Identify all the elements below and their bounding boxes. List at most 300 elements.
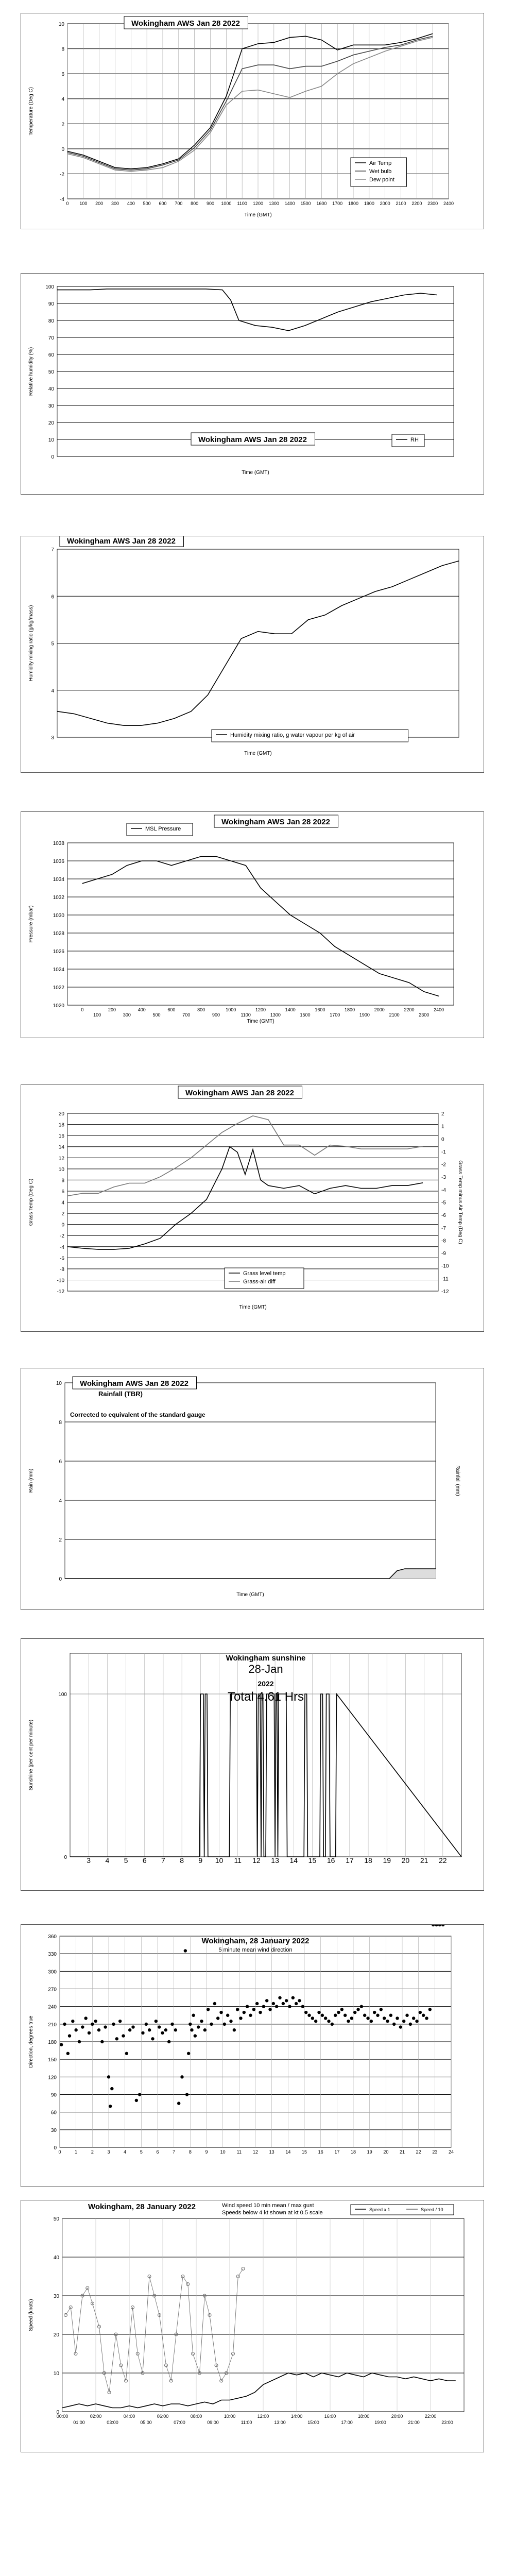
x-tick-label: 2000 — [374, 1007, 385, 1012]
y-tick-label: 30 — [50, 2127, 57, 2133]
data-point — [81, 2025, 84, 2028]
y-axis-label: Grass Temp (Deg C) — [28, 1178, 34, 1226]
x-tick-label: 16 — [318, 2149, 323, 2155]
chart-title: Wokingham, 28 January 2022 — [88, 2202, 196, 2211]
x-tick-label: 22:00 — [424, 2414, 437, 2419]
data-point — [112, 2023, 115, 2026]
y-tick-label: 40 — [53, 2255, 59, 2261]
x-tick-label: 4 — [105, 1856, 110, 1865]
x-tick-label: 12 — [252, 2149, 259, 2155]
data-point — [409, 2023, 412, 2026]
y-tick-label: 10 — [58, 1166, 64, 1173]
x-tick-label: 1600 — [315, 1007, 325, 1012]
data-point — [192, 2014, 195, 2017]
x-tick-label: 10 — [215, 1856, 224, 1865]
data-point — [187, 2052, 190, 2055]
x-tick-label: 13 — [271, 1856, 279, 1865]
data-point — [255, 2002, 259, 2005]
x-tick-label: 2200 — [404, 1007, 415, 1012]
chart-title: Wokingham AWS Jan 28 2022 — [131, 19, 240, 28]
data-point — [145, 2023, 148, 2026]
legend-box — [392, 434, 424, 447]
data-point — [265, 1999, 268, 2002]
data-point — [210, 2023, 213, 2026]
x-tick-label: 600 — [159, 201, 167, 206]
y-tick-label: 120 — [48, 2075, 57, 2081]
data-point — [383, 2016, 386, 2020]
x-tick-label: 1000 — [226, 1007, 236, 1012]
y-axis-label: Sunshine (per cent per minute) — [28, 1719, 34, 1791]
data-point — [118, 2020, 122, 2023]
x-tick-label: 1500 — [300, 1012, 311, 1018]
x-tick-label: 04:00 — [123, 2414, 135, 2419]
wind-speed-chart — [21, 2200, 484, 2452]
x-tick-label: 1900 — [364, 201, 374, 206]
x-tick-label: 13 — [269, 2149, 274, 2155]
y-tick-label: 1024 — [53, 967, 64, 973]
y-tick-label: 180 — [48, 2040, 57, 2045]
chart-note: Corrected to equivalent of the standard gauge — [70, 1411, 205, 1418]
data-point — [164, 2028, 167, 2031]
data-point — [158, 2025, 161, 2028]
y-tick-label: 40 — [48, 386, 54, 392]
x-tick-label: 1200 — [252, 201, 264, 206]
data-point — [107, 2075, 110, 2078]
chart-title: Wokingham AWS Jan 28 2022 — [67, 537, 176, 546]
y-tick-label: 30 — [48, 403, 54, 409]
chart-title: Wokingham, 28 January 2022 — [201, 1937, 310, 1945]
x-tick-label: 11 — [236, 2149, 242, 2155]
y-tick-label: 14 — [58, 1144, 64, 1150]
data-point — [219, 2011, 222, 2014]
data-point — [207, 2008, 210, 2011]
y2-tick-label: -10 — [441, 1263, 449, 1269]
y-tick-label: 1022 — [53, 985, 64, 991]
y2-tick-label: -6 — [441, 1213, 446, 1219]
mixing-ratio-chart — [21, 536, 484, 772]
data-point — [233, 2028, 236, 2031]
x-axis-label: Time (GMT) — [236, 1592, 264, 1598]
x-tick-label: 4 — [124, 2149, 127, 2155]
data-point — [301, 2005, 304, 2008]
y-tick-label: 0 — [64, 1855, 67, 1860]
y-tick-label: 6 — [51, 594, 54, 600]
chart-total: Total 4.61 Hrs — [227, 1690, 304, 1704]
y-tick-label: 0 — [56, 2410, 59, 2415]
x-tick-label: 08:00 — [190, 2414, 202, 2419]
x-tick-label: 02:00 — [90, 2414, 102, 2419]
x-tick-label: 2300 — [427, 201, 438, 206]
data-point — [376, 2014, 379, 2017]
data-point — [360, 2005, 363, 2008]
y-tick-label: 70 — [48, 335, 54, 341]
y-tick-label: 6 — [59, 1459, 62, 1465]
data-point — [109, 2105, 112, 2108]
x-tick-label: 20 — [401, 1856, 410, 1865]
y-tick-label: 4 — [59, 1498, 62, 1504]
x-tick-label: 8 — [180, 1856, 184, 1865]
data-point — [100, 2040, 104, 2043]
y-tick-label: 60 — [48, 352, 54, 358]
data-point — [415, 2020, 418, 2023]
plot-area — [67, 843, 454, 1005]
data-point — [399, 2025, 402, 2028]
x-tick-label: 21 — [420, 1856, 428, 1865]
data-point — [246, 2005, 249, 2008]
data-point — [141, 2031, 144, 2035]
y-tick-label: 100 — [45, 284, 54, 290]
data-point — [370, 2020, 373, 2023]
x-tick-label: 20:00 — [391, 2414, 403, 2419]
x-axis-label: Time (GMT) — [244, 751, 272, 756]
y-tick-label: 2 — [59, 1537, 62, 1543]
x-tick-label: 500 — [143, 201, 151, 206]
x-tick-label: 400 — [127, 201, 135, 206]
y-tick-label: 20 — [58, 1111, 64, 1117]
x-tick-label: 18 — [364, 1856, 372, 1865]
x-tick-label: 19:00 — [374, 2420, 386, 2425]
x-tick-label: 17 — [346, 1856, 354, 1865]
data-point — [334, 2014, 337, 2017]
y-tick-label: 1032 — [53, 895, 64, 901]
y-tick-label: 1028 — [53, 931, 64, 937]
y-tick-label: 8 — [61, 1178, 64, 1184]
x-tick-label: 1 — [75, 2149, 78, 2155]
x-tick-label: 2400 — [434, 1007, 444, 1012]
y-tick-label: 8 — [59, 1420, 62, 1426]
data-point — [282, 2002, 285, 2005]
data-point — [311, 2016, 314, 2020]
x-tick-label: 9 — [198, 1856, 203, 1865]
x-tick-label: 300 — [111, 201, 119, 206]
data-point — [307, 2014, 311, 2017]
data-point — [405, 2014, 408, 2017]
y-tick-label: 6 — [61, 72, 64, 78]
data-point — [438, 1925, 441, 1926]
x-tick-label: 15:00 — [307, 2420, 319, 2425]
x-tick-label: 2000 — [380, 201, 390, 206]
x-tick-label: 21 — [399, 2149, 405, 2155]
y-tick-label: 0 — [59, 1577, 62, 1582]
data-point — [197, 2025, 200, 2028]
y-tick-label: 18 — [58, 1122, 64, 1128]
data-point — [373, 2011, 376, 2014]
y-axis-label: Temperature (Deg C) — [28, 87, 34, 135]
y2-tick-label: -4 — [441, 1187, 446, 1193]
data-point — [63, 2023, 66, 2026]
data-point — [272, 2002, 275, 2005]
chart-title: Wokingham AWS Jan 28 2022 — [198, 435, 307, 444]
data-point — [104, 2025, 107, 2028]
y-axis-label: Pressure (mbar) — [28, 905, 34, 943]
x-tick-label: 14 — [285, 2149, 291, 2155]
y-tick-label: -8 — [60, 1266, 64, 1273]
x-tick-label: 5 — [124, 1856, 128, 1865]
x-tick-label: 5 — [140, 2149, 143, 2155]
data-point — [259, 2011, 262, 2014]
data-point — [60, 2043, 63, 2046]
y-tick-label: -4 — [60, 197, 64, 202]
pressure-chart — [21, 812, 484, 1038]
data-point — [84, 2016, 87, 2020]
y-axis-label: Rain (mm) — [28, 1468, 34, 1493]
data-point — [174, 2028, 177, 2031]
chart-note: Wind speed 10 min mean / max gust — [222, 2202, 314, 2209]
y-tick-label: 1034 — [53, 877, 64, 883]
temperature-chart-panel — [21, 13, 484, 229]
data-point — [236, 2008, 239, 2011]
y-tick-label: 50 — [53, 2216, 59, 2222]
data-point — [419, 2011, 422, 2014]
x-tick-label: 22 — [416, 2149, 421, 2155]
x-tick-label: 2200 — [411, 201, 422, 206]
data-point — [425, 2016, 428, 2020]
y2-tick-label: -11 — [441, 1276, 449, 1282]
x-tick-label: 10:00 — [224, 2414, 236, 2419]
x-tick-label: 7 — [173, 2149, 176, 2155]
data-point — [262, 2005, 265, 2008]
wind-direction-chart-panel — [21, 1924, 484, 2187]
x-tick-label: 0 — [81, 1007, 84, 1012]
y-tick-label: 1026 — [53, 949, 64, 955]
y-axis-label: Humidity mixing ratio (g/kg/mass) — [28, 605, 34, 682]
x-tick-label: 18:00 — [357, 2414, 370, 2419]
x-tick-label: 2100 — [396, 201, 406, 206]
y-tick-label: 0 — [61, 146, 64, 152]
x-tick-label: 05:00 — [140, 2420, 152, 2425]
data-point — [321, 2014, 324, 2017]
data-point — [115, 2037, 118, 2040]
data-point — [412, 2016, 415, 2020]
y-tick-label: 30 — [53, 2294, 59, 2299]
y-tick-label: -4 — [60, 1244, 64, 1250]
sunshine-chart — [21, 1639, 484, 1890]
y-tick-label: 1030 — [53, 913, 64, 919]
x-tick-label: 00:00 — [56, 2414, 68, 2419]
data-point — [428, 2008, 432, 2011]
data-point — [185, 2093, 188, 2096]
data-point — [161, 2031, 164, 2035]
y2-tick-label: -1 — [441, 1149, 446, 1155]
data-point — [314, 2020, 317, 2023]
y-tick-label: 2 — [61, 1211, 64, 1217]
data-point — [148, 2028, 151, 2031]
data-point — [380, 2008, 383, 2011]
x-tick-label: 0 — [66, 201, 69, 206]
y-tick-label: 10 — [56, 1381, 62, 1386]
data-point — [131, 2025, 134, 2028]
x-tick-label: 900 — [206, 201, 215, 206]
x-tick-label: 20 — [383, 2149, 389, 2155]
data-point — [88, 2031, 91, 2035]
data-point — [278, 1996, 281, 1999]
chart-title: Wokingham AWS Jan 28 2022 — [80, 1379, 188, 1388]
data-point — [363, 2014, 366, 2017]
x-tick-label: 15 — [301, 2149, 307, 2155]
y-tick-label: -6 — [60, 1256, 64, 1262]
x-tick-label: 16 — [327, 1856, 335, 1865]
y-tick-label: 4 — [61, 1200, 64, 1206]
x-tick-label: 1700 — [330, 1012, 340, 1018]
rainfall-chart-panel — [21, 1368, 484, 1610]
y-tick-label: 210 — [48, 2022, 57, 2028]
x-tick-label: 16:00 — [324, 2414, 336, 2419]
data-point — [226, 2014, 229, 2017]
data-point — [347, 2020, 350, 2023]
legend-label: Wet bulb — [369, 168, 392, 175]
x-tick-label: 1400 — [284, 201, 295, 206]
y-tick-label: 270 — [48, 1987, 57, 1993]
legend-label: Dew point — [369, 177, 394, 183]
y-tick-label: 5 — [51, 641, 54, 647]
y2-tick-label: 1 — [441, 1124, 444, 1130]
x-tick-label: 01:00 — [73, 2420, 85, 2425]
data-point — [167, 2040, 170, 2043]
data-point — [74, 2028, 77, 2031]
data-point — [68, 2034, 71, 2037]
chart-subtitle: 5 minute mean wind direction — [218, 1947, 293, 1953]
y-tick-label: 0 — [54, 2145, 57, 2151]
x-tick-label: 3 — [87, 1856, 91, 1865]
legend-label: Speed x 1 — [369, 2207, 390, 2212]
wind-speed-chart-panel — [21, 2200, 484, 2452]
data-point — [66, 2052, 70, 2055]
grass-temp-chart-panel — [21, 1084, 484, 1332]
x-tick-label: 14:00 — [290, 2414, 303, 2419]
legend-label: Grass-air diff — [243, 1279, 276, 1285]
data-point — [216, 2016, 219, 2020]
data-point — [435, 1925, 438, 1926]
x-tick-label: 900 — [212, 1012, 220, 1018]
y-tick-label: -12 — [57, 1289, 64, 1295]
x-tick-label: 200 — [108, 1007, 116, 1012]
data-point — [190, 2028, 193, 2031]
data-point — [180, 2075, 183, 2078]
legend-label: Grass level temp — [243, 1270, 286, 1277]
data-point — [389, 2014, 392, 2017]
x-tick-label: 600 — [167, 1007, 176, 1012]
data-point — [340, 2008, 344, 2011]
x-tick-label: 300 — [123, 1012, 131, 1018]
x-tick-label: 1700 — [332, 201, 343, 206]
data-point — [331, 2023, 334, 2026]
x-tick-label: 6 — [142, 1856, 147, 1865]
chart-subtitle: Rainfall (TBR) — [98, 1390, 143, 1398]
data-point — [298, 1999, 301, 2002]
x-tick-label: 11:00 — [241, 2420, 252, 2425]
data-point — [324, 2016, 327, 2020]
y-axis-label: Relative humidity (%) — [28, 347, 34, 396]
y-tick-label: 10 — [48, 437, 54, 443]
data-point — [97, 2028, 100, 2031]
data-point — [71, 2020, 74, 2023]
chart-note: Speeds below 4 kt shown at kt 0.5 scale — [222, 2210, 323, 2216]
data-point — [203, 2028, 207, 2031]
x-tick-label: 1900 — [359, 1012, 370, 1018]
chart-year: 2022 — [258, 1680, 274, 1688]
x-tick-label: 1600 — [316, 201, 327, 206]
data-point — [110, 2087, 113, 2090]
data-point — [295, 2002, 298, 2005]
humidity-chart — [21, 274, 484, 494]
data-point — [229, 2020, 232, 2023]
x-tick-label: 03:00 — [107, 2420, 118, 2425]
y-tick-label: 360 — [48, 1934, 57, 1940]
x-tick-label: 1000 — [221, 201, 232, 206]
data-point — [285, 1999, 288, 2002]
x-tick-label: 23:00 — [441, 2420, 453, 2425]
data-point — [184, 1949, 187, 1952]
x-tick-label: 12:00 — [257, 2414, 269, 2419]
x-tick-label: 18 — [350, 2149, 356, 2155]
x-tick-label: 1800 — [345, 1007, 355, 1012]
x-axis-label: Time (GMT) — [247, 1019, 274, 1024]
data-point — [239, 2016, 242, 2020]
x-tick-label: 8 — [188, 2149, 192, 2155]
x-tick-label: 13:00 — [274, 2420, 286, 2425]
data-point — [194, 2034, 197, 2037]
data-point — [91, 2023, 94, 2026]
data-point — [356, 2008, 359, 2011]
data-point — [151, 2037, 154, 2040]
data-point — [223, 2023, 226, 2026]
y2-axis-label: Rainfall (mm) — [455, 1465, 460, 1496]
data-point — [94, 2020, 97, 2023]
y-tick-label: 90 — [50, 2092, 57, 2098]
x-tick-label: 1100 — [237, 201, 247, 206]
y-tick-label: -2 — [60, 1233, 64, 1240]
y-tick-label: 3 — [51, 735, 54, 741]
y-tick-label: 4 — [61, 96, 64, 103]
y-tick-label: -2 — [60, 172, 64, 178]
y-tick-label: 16 — [58, 1133, 64, 1140]
y-tick-label: 150 — [48, 2057, 57, 2063]
y-axis-label: Direction, degrees true — [28, 2015, 34, 2068]
data-point — [243, 2011, 246, 2014]
data-point — [317, 2011, 320, 2014]
data-point — [200, 2020, 203, 2023]
mixing-ratio-chart-panel — [21, 536, 484, 773]
y-tick-label: 7 — [51, 547, 54, 553]
x-tick-label: 0 — [58, 2149, 61, 2155]
data-point — [350, 2016, 353, 2020]
x-tick-label: 9 — [205, 2149, 208, 2155]
data-point — [337, 2011, 340, 2014]
x-tick-label: 10 — [220, 2149, 226, 2155]
x-tick-label: 23 — [432, 2149, 438, 2155]
x-tick-label: 24 — [448, 2149, 454, 2155]
x-tick-label: 6 — [156, 2149, 159, 2155]
x-tick-label: 800 — [197, 1007, 205, 1012]
x-tick-label: 19 — [367, 2149, 372, 2155]
x-tick-label: 200 — [95, 201, 104, 206]
y-tick-label: -10 — [57, 1278, 64, 1284]
sunshine-chart-panel — [21, 1638, 484, 1891]
x-axis-label: Time (GMT) — [242, 470, 269, 476]
y-tick-label: 1020 — [53, 1003, 64, 1009]
y-tick-label: 300 — [48, 1969, 57, 1975]
y-tick-label: 60 — [50, 2110, 57, 2116]
x-tick-label: 17:00 — [341, 2420, 353, 2425]
data-point — [327, 2020, 330, 2023]
x-tick-label: 1300 — [268, 201, 279, 206]
pressure-chart-panel — [21, 811, 484, 1038]
legend-label: RH — [410, 437, 419, 443]
y-tick-label: 20 — [48, 420, 54, 426]
chart-title: Wokingham AWS Jan 28 2022 — [185, 1089, 294, 1097]
x-tick-label: 15 — [308, 1856, 317, 1865]
chart-subtitle: 28-Jan — [248, 1663, 283, 1675]
